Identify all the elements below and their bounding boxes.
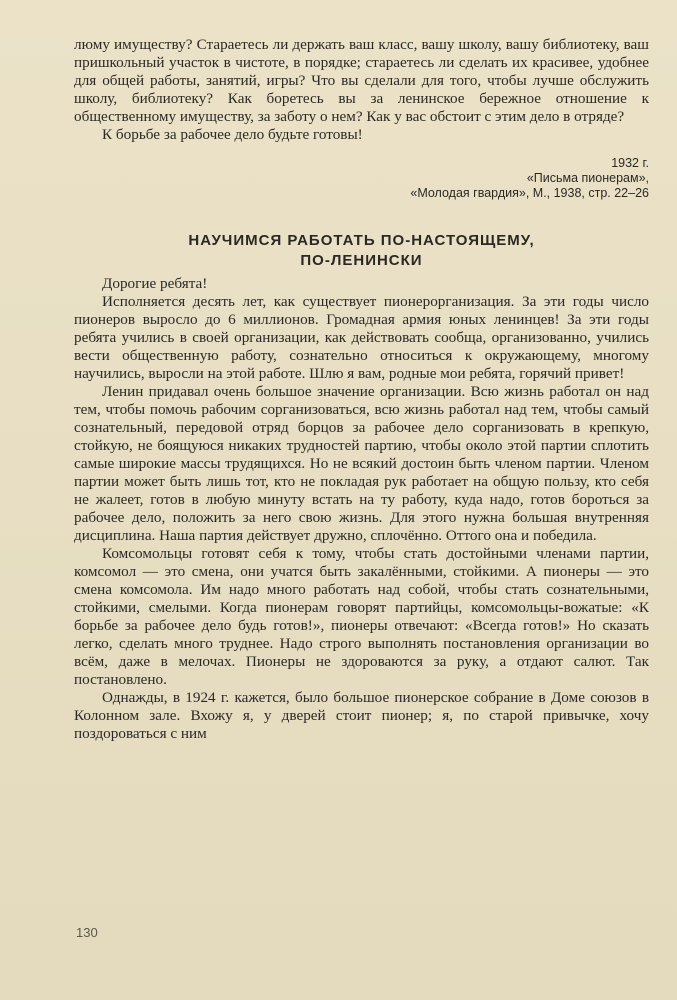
paragraph: Ленин придавал очень большое значение организации. Всю жизнь работал он над тем, чтобы помочь рабочим сорганизоваться, всю жизнь работал над тем, чтобы самый сознательный, передовой отряд борцов за рабочее дело сорганизовать в крепкую, стойкую, не боящуюся никаких трудностей партию, чтобы около этой партии сплотить самые широкие массы трудящихся. Но не всякий достоин быть членом партии. Членом партии может быть лишь тот, кто не покладая рук работает на общую пользу, кто себя не жалеет, готов в любую минуту встать на ту работу, куда надо, готов бороться за рабочее дело, положить за него свою жизнь. Для этого нужна большая внутренняя дисциплина. Наша партия действует дружно, сплочённо. Оттого она и победила. xyxy=(74,383,649,544)
page-number: 130 xyxy=(76,925,98,940)
heading-line-1: НАУЧИМСЯ РАБОТАТЬ ПО-НАСТОЯЩЕМУ, xyxy=(188,232,535,249)
article-heading xyxy=(74,231,649,271)
paragraph: Однажды, в 1924 г. кажется, было большое пионерское собрание в Доме союзов в Колонном зале. Вхожу я, у дверей стоит пионер; я, по старой привычке, хочу поздороваться с ним xyxy=(74,689,649,742)
greeting: Дорогие ребята! xyxy=(102,275,208,292)
closing-line: К борьбе за рабочее дело будьте готовы! xyxy=(102,126,363,143)
paragraph: Исполняется десять лет, как существует пионерорганизация. За эти годы число пионеров выросло до 6 миллионов. Громадная армия юных ленинцев! За эти годы ребята учились в своей организации, как действовать сообща, организованно, учились вести общественную работу, сознательно относиться к окружающему, многому научились, выросли на этой работе. Шлю я вам, родные мои ребята, горячий привет! xyxy=(74,293,649,382)
page-text xyxy=(74,36,649,743)
source-book: «Письма пионерам», xyxy=(526,171,649,185)
source-reference xyxy=(74,156,649,201)
intro-paragraph: люму имуществу? Стараетесь ли держать ваш класс, вашу школу, вашу библиотеку, ваш пришкольный участок в чистоте, в порядке; стараетесь ли сделать их красивее, удобнее для общей работы, занятий, игры? Что вы сделали для того, чтобы лучше обслужить школу, библиотеку? Как боретесь вы за ленинское бережное отношение к общественному имуществу, за заботу о нем? Как у вас обстоит с этим дело в отряде? xyxy=(74,36,649,125)
heading-line-2: ПО-ЛЕНИНСКИ xyxy=(300,252,423,269)
source-publisher: «Молодая гвардия», М., 1938, стр. 22–26 xyxy=(410,186,649,200)
paragraph: Комсомольцы готовят себя к тому, чтобы стать достойными членами партии, комсомол — это смена, они учатся быть закалёнными, стойкими. А пионеры — это смена комсомола. Им надо много работать над собой, чтобы стать сознательными, стойкими, смелыми. Когда пионерам говорят партийцы, комсомольцы-вожатые: «К борьбе за рабочее дело будь готов!», пионеры отвечают: «Всегда готов!» Но сказать легко, сделать много труднее. Надо строго выполнять постановления организации во всём, даже в мелочах. Пионеры не здороваются за руку, а отдают салют. Так постановлено. xyxy=(74,545,649,688)
source-year: 1932 г. xyxy=(611,156,649,170)
